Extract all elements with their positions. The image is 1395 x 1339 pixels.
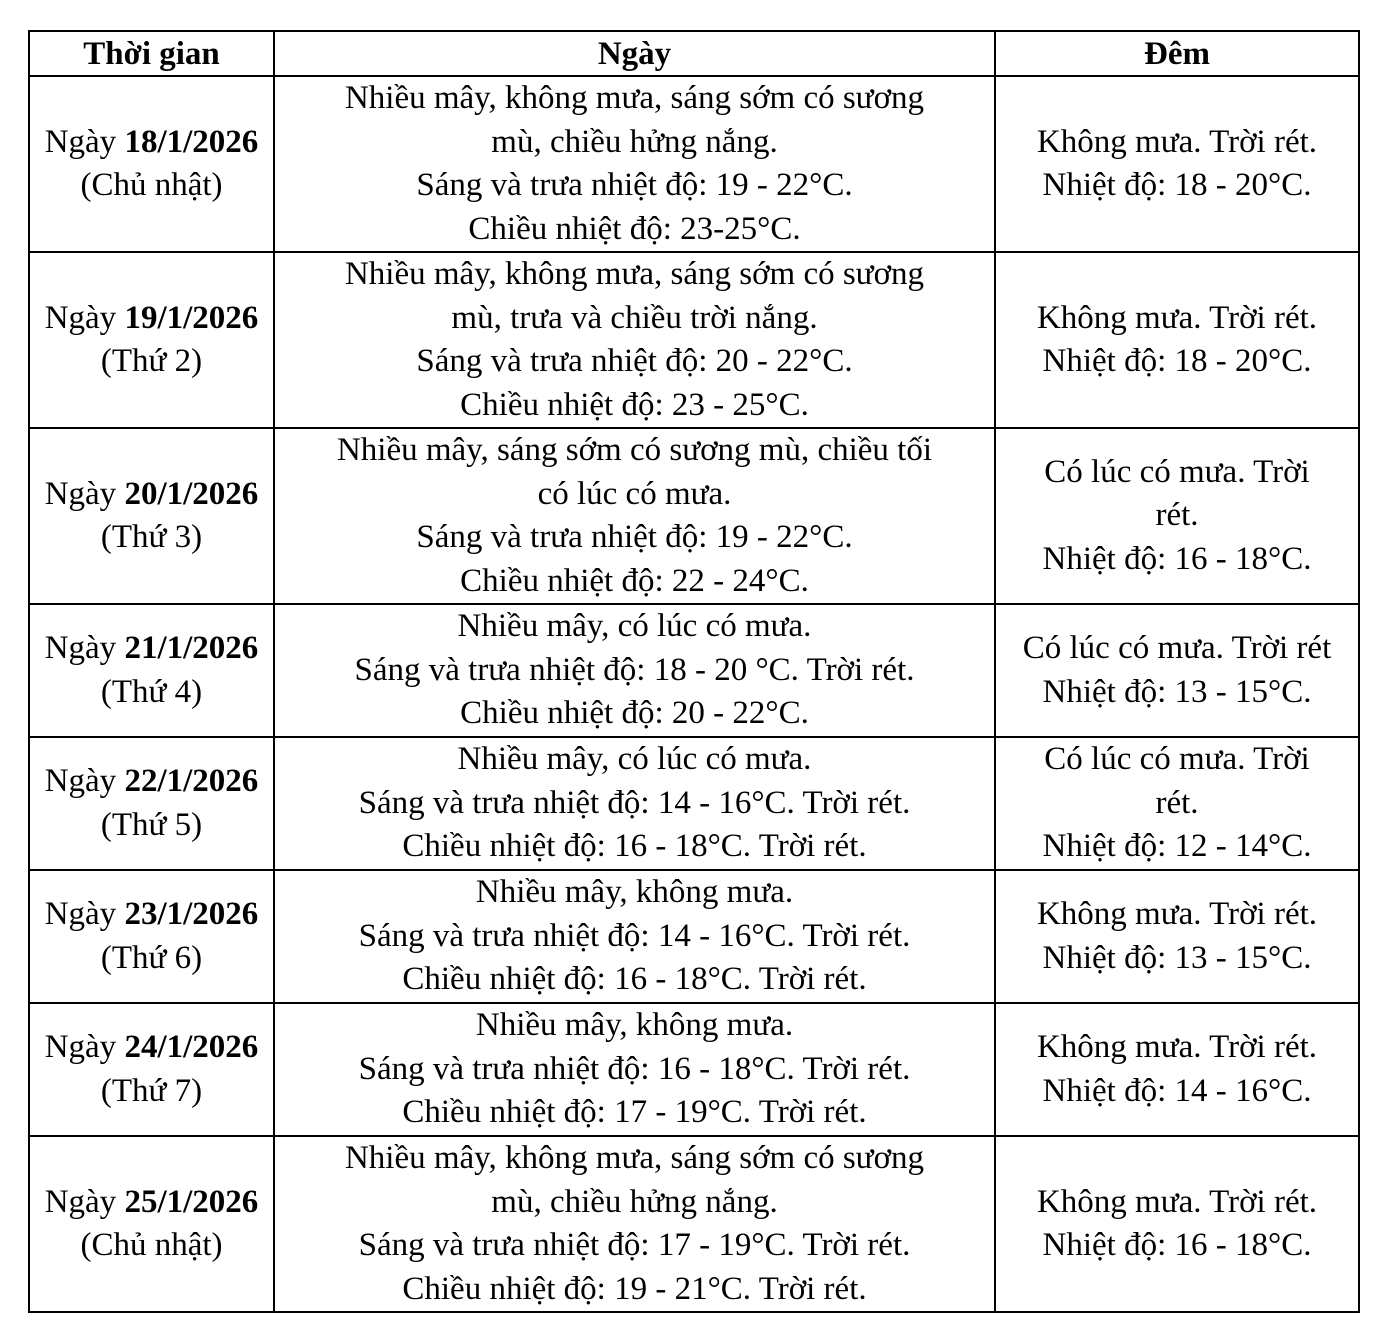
night-forecast-cell [995, 1136, 1359, 1312]
day-forecast-line: Nhiều mây, có lúc có mưa. [457, 608, 812, 645]
day-forecast-line: mù, chiều hửng nắng. [491, 123, 778, 160]
date-prefix: Ngày [44, 896, 125, 932]
date-value: 23/1/2026 [124, 896, 259, 932]
weekday-label: (Thứ 6) [100, 939, 203, 976]
day-forecast-line: mù, trưa và chiều trời nắng. [451, 299, 818, 336]
day-forecast-line: Chiều nhiệt độ: 17 - 19°C. Trời rét. [402, 1094, 867, 1131]
header-time: Thời gian [29, 31, 274, 76]
night-forecast-line: Có lúc có mưa. Trời [1044, 741, 1310, 778]
day-forecast-line: Sáng và trưa nhiệt độ: 18 - 20 °C. Trời rét. [354, 651, 915, 688]
night-forecast-line: Không mưa. Trời rét. [1036, 123, 1318, 160]
day-forecast-line: Nhiều mây, không mưa, sáng sớm có sương [344, 80, 925, 116]
day-forecast-cell [274, 604, 995, 737]
day-forecast-line: Chiều nhiệt độ: 23 - 25°C. [460, 386, 809, 423]
night-forecast-line: Nhiệt độ: 18 - 20°C. [1042, 343, 1312, 379]
night-forecast-cell [995, 604, 1359, 737]
day-forecast-cell [274, 76, 995, 252]
night-forecast-line: rét. [1155, 784, 1199, 821]
night-forecast-line: Nhiệt độ: 16 - 18°C. [1042, 1227, 1312, 1263]
date-line [32, 1181, 271, 1225]
date-cell [29, 76, 274, 252]
date-value: 21/1/2026 [124, 630, 259, 666]
night-forecast-line: Nhiệt độ: 12 - 14°C. [1042, 828, 1312, 865]
day-forecast-line: Nhiều mây, sáng sớm có sương mù, chiều tối [336, 432, 933, 468]
night-forecast-line: Nhiệt độ: 14 - 16°C. [1042, 1072, 1312, 1109]
day-forecast-cell [274, 870, 995, 1003]
night-forecast-line: Không mưa. Trời rét. [1036, 896, 1318, 932]
night-forecast-line: Không mưa. Trời rét. [1036, 1029, 1318, 1065]
night-forecast-cell [995, 737, 1359, 870]
date-prefix: Ngày [44, 630, 125, 666]
day-forecast-line: Nhiều mây, không mưa, sáng sớm có sương [344, 1140, 925, 1176]
date-prefix: Ngày [44, 299, 125, 336]
night-forecast-cell [995, 76, 1359, 252]
table-row [29, 870, 1359, 1003]
date-prefix: Ngày [44, 1029, 125, 1065]
date-prefix: Ngày [44, 763, 125, 799]
date-cell [29, 870, 274, 1003]
table-row [29, 604, 1359, 737]
weekday-label: (Thứ 2) [100, 343, 203, 379]
date-cell [29, 428, 274, 604]
day-forecast-line: Sáng và trưa nhiệt độ: 20 - 22°C. [416, 343, 853, 379]
date-prefix: Ngày [44, 475, 125, 512]
date-line [32, 473, 271, 517]
day-forecast-line: Sáng và trưa nhiệt độ: 19 - 22°C. [416, 519, 853, 555]
date-prefix: Ngày [44, 1183, 125, 1220]
day-forecast-line: Nhiều mây, có lúc có mưa. [457, 741, 812, 778]
day-forecast-line: Sáng và trưa nhiệt độ: 17 - 19°C. Trời rét. [358, 1227, 911, 1263]
table-row [29, 428, 1359, 604]
date-line [32, 121, 271, 165]
day-forecast-cell [274, 252, 995, 428]
day-forecast-line: Chiều nhiệt độ: 23-25°C. [468, 210, 801, 247]
day-forecast-cell [274, 428, 995, 604]
date-line [32, 1026, 271, 1070]
day-forecast-line: Chiều nhiệt độ: 22 - 24°C. [460, 562, 809, 599]
day-forecast-line: Nhiều mây, không mưa. [475, 874, 794, 911]
date-cell [29, 252, 274, 428]
day-forecast-line: Chiều nhiệt độ: 20 - 22°C. [460, 695, 809, 732]
date-value: 25/1/2026 [124, 1183, 259, 1220]
night-forecast-cell [995, 1003, 1359, 1136]
day-forecast-cell [274, 1136, 995, 1312]
date-value: 22/1/2026 [124, 763, 259, 799]
date-line [32, 297, 271, 341]
table-row [29, 252, 1359, 428]
night-forecast-line: Nhiệt độ: 13 - 15°C. [1042, 673, 1312, 710]
date-prefix: Ngày [44, 123, 125, 160]
date-cell [29, 737, 274, 870]
day-forecast-line: Sáng và trưa nhiệt độ: 19 - 22°C. [416, 167, 853, 203]
night-forecast-line: Nhiệt độ: 16 - 18°C. [1042, 540, 1312, 577]
date-line [32, 760, 271, 804]
weekday-label: (Thứ 3) [100, 519, 203, 555]
night-forecast-line: Có lúc có mưa. Trời rét [1022, 630, 1332, 666]
date-value: 19/1/2026 [124, 299, 259, 336]
day-forecast-line: Sáng và trưa nhiệt độ: 14 - 16°C. Trời rét. [358, 917, 911, 954]
night-forecast-line: Không mưa. Trời rét. [1036, 299, 1318, 336]
day-forecast-line: Nhiều mây, không mưa, sáng sớm có sương [344, 256, 925, 292]
night-forecast-cell [995, 252, 1359, 428]
night-forecast-cell [995, 428, 1359, 604]
day-forecast-line: Sáng và trưa nhiệt độ: 16 - 18°C. Trời rét. [358, 1050, 911, 1087]
night-forecast-cell [995, 870, 1359, 1003]
date-value: 24/1/2026 [124, 1029, 259, 1065]
day-forecast-line: Chiều nhiệt độ: 16 - 18°C. Trời rét. [402, 828, 867, 865]
weekday-label: (Thứ 7) [100, 1072, 203, 1109]
day-forecast-line: Chiều nhiệt độ: 16 - 18°C. Trời rét. [402, 961, 867, 998]
night-forecast-line: Nhiệt độ: 13 - 15°C. [1042, 939, 1312, 976]
table-row [29, 76, 1359, 252]
day-forecast-line: có lúc có mưa. [537, 475, 732, 512]
table-row [29, 1136, 1359, 1312]
weekday-label: (Thứ 4) [100, 673, 203, 710]
table-row [29, 1003, 1359, 1136]
weekday-label: (Chủ nhật) [80, 167, 223, 203]
date-cell [29, 1003, 274, 1136]
header-night: Đêm [995, 31, 1359, 76]
night-forecast-line: Không mưa. Trời rét. [1036, 1183, 1318, 1220]
day-forecast-cell [274, 1003, 995, 1136]
date-value: 18/1/2026 [124, 123, 259, 160]
table-row [29, 737, 1359, 870]
night-forecast-line: Nhiệt độ: 18 - 20°C. [1042, 167, 1312, 203]
weekday-label: (Thứ 5) [100, 806, 203, 843]
day-forecast-line: Nhiều mây, không mưa. [475, 1007, 794, 1044]
weekday-label: (Chủ nhật) [80, 1227, 223, 1263]
date-cell [29, 1136, 274, 1312]
night-forecast-line: rét. [1155, 497, 1199, 534]
header-day: Ngày [274, 31, 995, 76]
day-forecast-line: Sáng và trưa nhiệt độ: 14 - 16°C. Trời rét. [358, 784, 911, 821]
date-value: 20/1/2026 [124, 475, 259, 512]
day-forecast-cell [274, 737, 995, 870]
day-forecast-line: Chiều nhiệt độ: 19 - 21°C. Trời rét. [402, 1270, 867, 1307]
header-row [29, 31, 1359, 76]
date-line [32, 627, 271, 671]
day-forecast-line: mù, chiều hửng nắng. [491, 1183, 778, 1220]
weather-forecast-table [28, 30, 1360, 1313]
date-line [32, 893, 271, 937]
night-forecast-line: Có lúc có mưa. Trời [1044, 453, 1310, 490]
date-cell [29, 604, 274, 737]
